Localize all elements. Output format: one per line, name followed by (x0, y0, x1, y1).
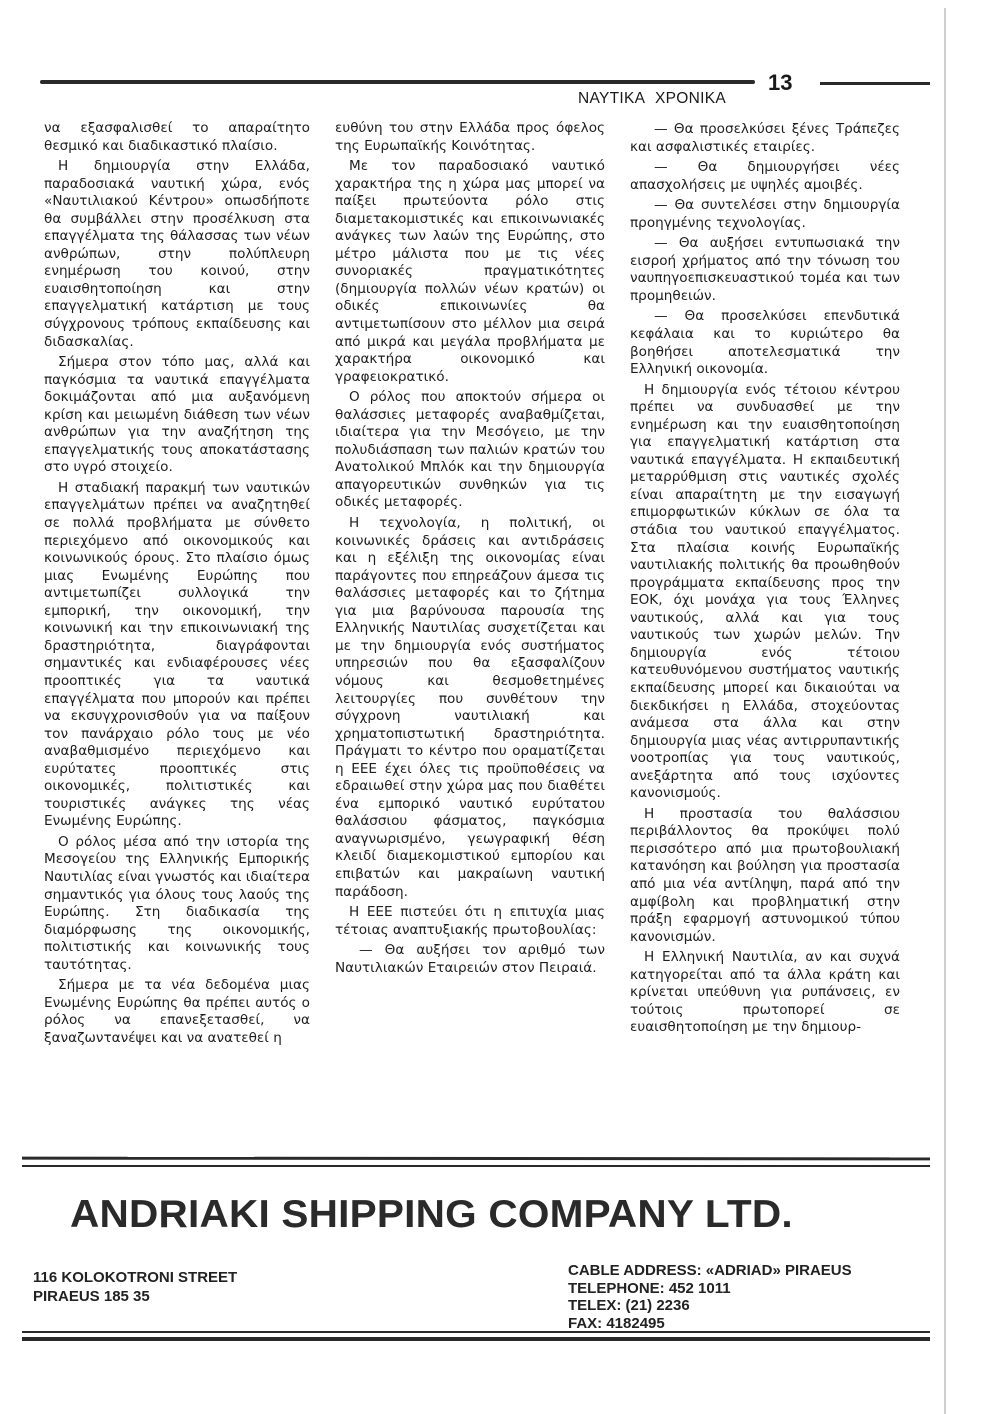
paragraph: Η δημιουργία στην Ελλάδα, παραδοσιακά ναυτική χώρα, ενός «Ναυτιλιακού Κέντρου» οπωσδήποτε θα συμβάλλει στην προσέλκυση στα επαγγέλματα της θάλασσας των νέων ανθρώπων, στην πολύπλευρη ενημέρωση του κοινού, στην ευαισθητοποίηση και στην επαγγελματική κατάρτιση με τους σύγχρονους τρόπους εκπαίδευσης και διδασκαλίας. (44, 158, 310, 350)
paragraph: Με τον παραδοσιακό ναυτικό χαρακτήρα της η χώρα μας μπορεί να παίξει πρωτεύοντα ρόλο στις διαμετακομιστικές και επικοινωνιακές ανάγκες των λαών της Ευρώπης, στο μέτρο μάλιστα που με τις νέες συνοριακές πραγματικότητες (δημιουργία πολλών νέων κρατών) οι οδικές επικοινωνίες θα αντιμετωπίσουν στο μέλλον μια σειρά από μικρά και μεγάλα προβλήματα με χαρακτήρα οικονομικό και γραφειοκρατικό. (335, 158, 605, 385)
bullet-paragraph: — Θα προσελκύσει ξένες Τράπεζες και ασφαλιστικές εταιρίες. (630, 121, 900, 155)
header-rule (40, 80, 755, 84)
ad-cable-address: CABLE ADDRESS: «ADRIAD» PIRAEUS (568, 1262, 852, 1279)
bullet-paragraph: — Θα συντελέσει στην δημιουργία προηγμένης τεχνολογίας. (630, 197, 900, 231)
article-column-2 (335, 120, 605, 980)
ad-contacts (568, 1262, 852, 1332)
ad-address-street: 116 KOLOKOTRONI STREET (33, 1269, 238, 1286)
paragraph: Η Ελληνική Ναυτιλία, αν και συχνά κατηγορείται από τα άλλα κράτη και κρίνεται υπεύθυνη για ρυπάνσεις, εν τούτοις πρωτοπορεί σε ευαισθητοποίηση με την δημιουρ- (630, 949, 900, 1036)
article-column-1 (44, 120, 310, 1050)
paragraph: Η δημιουργία ενός τέτοιου κέντρου πρέπει να συνδυασθεί με την ενημέρωση και την ευαισθητοποίηση για επαγγελματική κατάρτιση στα ναυτικά επαγγέλματα. Η εκπαιδευτική μεταρρύθμιση στις ναυτικές σχολές είναι απαραίτητη με την εισαγωγή επιμορφωτικών κύκλων σε όλα τα στάδια του ναυτικού επαγγέλματος. Στα πλαίσια κοινής Ευρωπαϊκής ναυτιλιακής πολιτικής θα προωθηθούν προγράμματα εκπαίδευσης προς την ΕΟΚ, όχι μονάχα για τους Έλληνες ναυτικούς, αλλά και για τους ναυτικούς των χωρών μελών. Την δημιουργία ενός τέτοιου κατευθυνόμενου συστήματος ναυτικής εκπαίδευσης μπορεί και δικαιούται να διεκδικήσει η Ελλάδα, στοχεύοντας ανάμεσα στα άλλα και στην δημιουργία μιας νέας αντιρρυπαντικής νοοτροπίας για τους ναυτικούς, ανεξάρτητα από τους ισχύοντες κανονισμούς. (630, 381, 900, 802)
paragraph: Η ΕΕΕ πιστεύει ότι η επιτυχία μιας τέτοιας αναπτυξιακής πρωτοβουλίας: (335, 904, 605, 938)
ad-company-name: ANDRIAKI SHIPPING COMPANY LTD. (70, 1193, 793, 1236)
paragraph: Σήμερα με τα νέα δεδομένα μιας Ενωμένης Ευρώπης θα πρέπει αυτός ο ρόλος να επανεξετασθεί, να ξαναζωντανέψει και να ανατεθεί η (44, 977, 310, 1046)
ad-fax: FAX: 4182495 (568, 1314, 665, 1332)
paragraph: ευθύνη του στην Ελλάδα προς όφελος της Ευρωπαϊκής Κοινότητας. (335, 120, 605, 154)
paragraph: Σήμερα στον τόπο μας, αλλά και παγκόσμια τα ναυτικά επαγγέλματα δοκιμάζονται από μια αυξανόμενη κρίση και μειωμένη διάθεση των νέων ανθρώπων για την αναζήτηση της επαγγελματικής τους αποκατάστασης στο υγρό στοιχείο. (44, 354, 310, 476)
paragraph: Ο ρόλος μέσα από την ιστορία της Μεσογείου της Ελληνικής Εμπορικής Ναυτιλίας είναι γνωστός και ιδιαίτερα σημαντικός για όλους τους λαούς της Ευρώπης. Στη διαδικασία της διαμόρφωσης της οικονομικής, πολιτιστικής και κοινωνικής τους ταυτότητας. (44, 833, 310, 973)
ad-telex: TELEX: (21) 2236 (568, 1297, 690, 1314)
ad-address-city: PIRAEUS 185 35 (33, 1288, 150, 1305)
article-column-3 (630, 121, 900, 1040)
magazine-title: ΝΑΥΤΙΚΑ ΧΡΟΝΙΚΑ (578, 90, 727, 107)
bullet-paragraph: — Θα δημιουργήσει νέες απασχολήσεις με υψηλές αμοιβές. (630, 159, 900, 193)
ad-bottom-rule-thin (22, 1331, 930, 1333)
bullet-paragraph: — Θα προσελκύσει επενδυτικά κεφάλαια και το κυριώτερο θα βοηθήσει αποτελεσματικά την Ελληνική οικονομία. (630, 308, 900, 378)
paragraph: Η τεχνολογία, η πολιτική, οι κοινωνικές δράσεις και αντιδράσεις και η εξέλιξη της οικονομίας είναι παράγοντες που επηρεάζουν άμεσα τις θαλάσσιες μεταφορές και το ζήτημα για μια βαρύνουσα παρουσία της Ελληνικής Ναυτιλίας συσχετίζεται και με την δημιουργία ενός συστήματος υπηρεσιών που θα εξασφαλίζουν νόμους και θεσμοθετημένες λειτουργίες που συνθέτουν την σύγχρονη ναυτιλιακή και χρηματοπιστωτική δραστηριότητα. Πράγματι το κέντρο που οραματίζεται η ΕΕΕ έχει όλες τις προϋποθέσεις να εδραιωθεί στην χώρα μας που διαθέτει ένα εμπορικό ναυτικό ευρύτατου θαλάσσιου φάσματος, παγκόσμια αναγνωρισμένο, γεωγραφική θέση κλειδί διαμεκομιστικού εμπορίου και επιβατών και μακραίωνη ναυτική παράδοση. (335, 515, 605, 900)
bullet-paragraph: — Θα αυξήσει τον αριθμό των Ναυτιλιακών Εταιρειών στον Πειραιά. (335, 942, 605, 976)
ad-top-rule (22, 1157, 930, 1161)
ad-top-rule-thin (22, 1165, 930, 1167)
paragraph: να εξασφαλισθεί το απαραίτητο θεσμικό και διαδικαστικό πλαίσιο. (44, 120, 310, 154)
page-edge-line (944, 8, 946, 1414)
header-rule-right (820, 82, 930, 85)
paragraph: Η προστασία του θαλάσσιου περιβάλλοντος θα προκύψει πολύ περισσότερο από μια πρωτοβουλιακή κατανόηση και βούληση για προστασία από μια νέα αντίληψη, παρά από την αμφίβολη και προβληματική στην πράξη εφαρμογή αστυνομικού τύπου κανονισμών. (630, 805, 900, 945)
bullet-paragraph: — Θα αυξήσει εντυπωσιακά την εισροή χρήματος από την τόνωση του ναυπηγοεπισκευαστικού τομέα και των προμηθειών. (630, 235, 900, 304)
paragraph: Ο ρόλος που αποκτούν σήμερα οι θαλάσσιες μεταφορές αναβαθμίζεται, ιδιαίτερα για την Μεσόγειο, με την πολυδιάσπαση των παλιών κρατών του Ανατολικού Μπλόκ και την δημιουργία απαγορευτικών συνθηκών για τις οδικές μεταφορές. (335, 389, 605, 511)
ad-address (33, 1268, 237, 1306)
page-number: 13 (768, 70, 793, 95)
ad-bottom-rule (22, 1337, 930, 1341)
paragraph: Η σταδιακή παρακμή των ναυτικών επαγγελμάτων πρέπει να αναζητηθεί σε πολλά προβλήματα με σύνθετο περιεχόμενο από οικονομικούς και κοινωνικούς όρους. Στο πλαίσιο όμως μιας Ενωμένης Ευρώπης που αντιμετωπίζει συλλογικά την εμπορική, την οικονομική, την κοινωνική και την επικοινωνιακή της δραστηριότητα, διαγράφονται σημαντικές και ενδιαφέρουσες νέες προοπτικές για τα ναυτικά επαγγέλματα που μπορούν και πρέπει να εκσυγχρονισθούν για να παίξουν τον πανάρχαιο ρόλο τους με νέο αναβαθμισμένο περιεχόμενο και ευρύτατες προοπτικές στις οικονομικές, πολιτιστικές και τουριστικές ανάγκες της νέας Ενωμένης Ευρώπης. (44, 479, 310, 830)
ad-telephone: TELEPHONE: 452 1011 (568, 1279, 731, 1297)
